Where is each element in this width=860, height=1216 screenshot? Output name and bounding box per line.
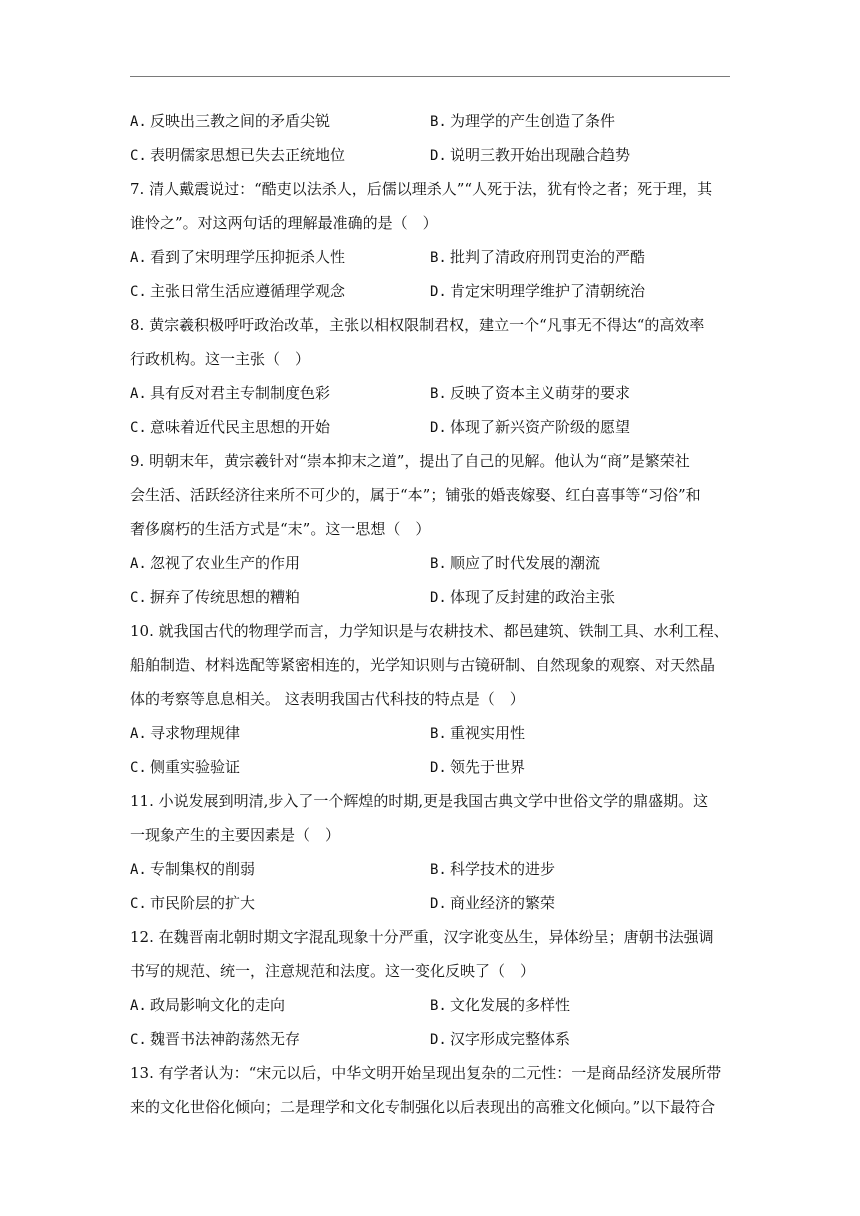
q12-option-a[interactable]: A. 政局影响文化的走向 — [130, 996, 286, 1014]
q10-stem-line-2: 船舶制造、材料选配等紧密相连的，光学知识则与古镜研制、自然现象的观察、对天然晶 — [130, 656, 716, 674]
q8-option-a[interactable]: A. 具有反对君主专制制度色彩 — [130, 384, 331, 402]
q12-stem-line-1: 12. 在魏晋南北朝时期文字混乱现象十分严重，汉字讹变丛生，异体纷呈；唐朝书法强调 — [130, 928, 714, 946]
q7-option-d[interactable]: D. 肯定宋明理学维护了清朝统治 — [430, 282, 646, 300]
q9-option-a[interactable]: A. 忽视了农业生产的作用 — [130, 554, 301, 572]
q7-stem-line-1: 7. 清人戴震说过：“酷吏以法杀人，后儒以理杀人”“人死于法，犹有怜之者；死于理，其 — [130, 180, 713, 198]
q10-stem-line-1: 10. 就我国古代的物理学而言，力学知识是与农耕技术、都邑建筑、铁制工具、水利工程、 — [130, 622, 729, 640]
q10-option-b[interactable]: B. 重视实用性 — [430, 724, 526, 742]
q9-option-d[interactable]: D. 体现了反封建的政治主张 — [430, 588, 616, 606]
q7-option-a[interactable]: A. 看到了宋明理学压抑扼杀人性 — [130, 248, 346, 266]
header-rule — [130, 76, 730, 77]
q8-option-b[interactable]: B. 反映了资本主义萌芽的要求 — [430, 384, 631, 402]
q7-options-row-1 — [130, 240, 730, 274]
q7-stem-line-2: 谁怜之”。对这两句话的理解最准确的是（ ） — [130, 214, 438, 232]
q13-stem-line-1: 13. 有学者认为：“宋元以后，中华文明开始呈现出复杂的二元性：一是商品经济发展所带 — [130, 1064, 722, 1082]
q10-option-a[interactable]: A. 寻求物理规律 — [130, 724, 241, 742]
q10-options-row-2 — [130, 750, 730, 784]
q7-options-row-2 — [130, 274, 730, 308]
q6-option-d[interactable]: D. 说明三教开始出现融合趋势 — [430, 146, 631, 164]
q12-options-row-2 — [130, 1022, 730, 1056]
q10-option-c[interactable]: C. 侧重实验验证 — [130, 758, 241, 776]
q11-options-row-2 — [130, 886, 730, 920]
q11-option-c[interactable]: C. 市民阶层的扩大 — [130, 894, 256, 912]
q9-option-b[interactable]: B. 顺应了时代发展的潮流 — [430, 554, 601, 572]
q7-option-c[interactable]: C. 主张日常生活应遵循理学观念 — [130, 282, 346, 300]
q13-stem-line-2: 来的文化世俗化倾向；二是理学和文化专制强化以后表现出的高雅文化倾向。”以下最符合 — [130, 1098, 716, 1116]
q11-option-d[interactable]: D. 商业经济的繁荣 — [430, 894, 556, 912]
q6-option-c[interactable]: C. 表明儒家思想已失去正统地位 — [130, 146, 346, 164]
q8-stem-line-2: 行政机构。这一主张（ ） — [130, 350, 311, 368]
q11-option-a[interactable]: A. 专制集权的削弱 — [130, 860, 256, 878]
q9-options-row-2 — [130, 580, 730, 614]
q11-stem-line-2: 一现象产生的主要因素是（ ） — [130, 826, 341, 844]
q6-options-row-2 — [130, 138, 730, 172]
q9-stem-line-2: 会生活、活跃经济往来所不可少的，属于“本”；铺张的婚丧嫁娶、红白喜事等“习俗”和 — [130, 486, 701, 504]
q12-option-b[interactable]: B. 文化发展的多样性 — [430, 996, 571, 1014]
q12-option-c[interactable]: C. 魏晋书法神韵荡然无存 — [130, 1030, 301, 1048]
q9-stem-line-3: 奢侈腐朽的生活方式是“末”。这一思想（ ） — [130, 520, 431, 538]
question-content — [130, 104, 730, 1124]
q10-option-d[interactable]: D. 领先于世界 — [430, 758, 526, 776]
q8-options-row-2 — [130, 410, 730, 444]
q11-options-row-1 — [130, 852, 730, 886]
q9-option-c[interactable]: C. 摒弃了传统思想的糟粕 — [130, 588, 301, 606]
q6-option-b[interactable]: B. 为理学的产生创造了条件 — [430, 112, 616, 130]
q12-option-d[interactable]: D. 汉字形成完整体系 — [430, 1030, 571, 1048]
q10-stem-line-3: 体的考察等息息相关。 这表明我国古代科技的特点是（ ） — [130, 690, 525, 708]
q6-option-a[interactable]: A. 反映出三教之间的矛盾尖锐 — [130, 112, 331, 130]
q12-stem-line-2: 书写的规范、统一，注意规范和法度。这一变化反映了（ ） — [130, 962, 536, 980]
q12-options-row-1 — [130, 988, 730, 1022]
q10-options-row-1 — [130, 716, 730, 750]
q11-stem-line-1: 11. 小说发展到明清,步入了一个辉煌的时期,更是我国古典文学中世俗文学的鼎盛期。这 — [130, 792, 709, 810]
q7-option-b[interactable]: B. 批判了清政府刑罚吏治的严酷 — [430, 248, 646, 266]
q8-options-row-1 — [130, 376, 730, 410]
q9-options-row-1 — [130, 546, 730, 580]
q9-stem-line-1: 9. 明朝末年，黄宗羲针对“崇本抑末之道”，提出了自己的见解。他认为“商”是繁荣社 — [130, 452, 690, 470]
q11-option-b[interactable]: B. 科学技术的进步 — [430, 860, 556, 878]
q6-options-row-1 — [130, 104, 730, 138]
q8-option-d[interactable]: D. 体现了新兴资产阶级的愿望 — [430, 418, 631, 436]
q8-stem-line-1: 8. 黄宗羲积极呼吁政治改革，主张以相权限制君权，建立一个“凡事无不得达“的高效率 — [130, 316, 705, 334]
q8-option-c[interactable]: C. 意味着近代民主思想的开始 — [130, 418, 331, 436]
